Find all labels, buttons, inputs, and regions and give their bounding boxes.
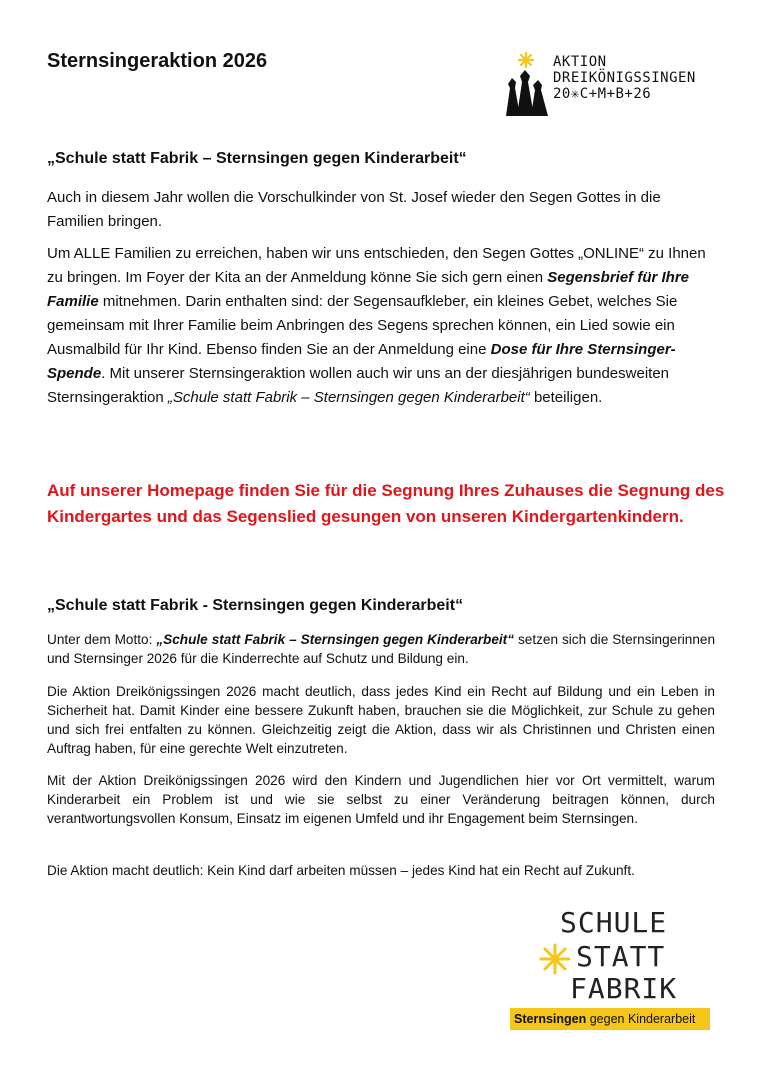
para2-text-c: mitnehmen. Darin enthalten sind: der Segensaufkleber, ein kleines Gebet, welches Sie gemeinsam mit Ihrer Familie beim Anbringen des Segens sprechen können, ein Lied sowie ein Ausmalbild für Ihr Kind. Ebenso finden Sie an der Anmeldung eine (47, 293, 678, 358)
motto-emphasis: „Schule statt Fabrik – Sternsingen gegen Kinderarbeit“ (156, 632, 515, 647)
homepage-notice: Auf unserer Homepage finden Sie für die Segnung Ihres Zuhauses die Segnung des Kindergartes und das Segenslied gesungen von unseren Kindergartenkindern. (47, 481, 725, 526)
logo-word-fabrik: FABRIK (570, 972, 678, 1005)
logo-line-3: 20✳C+M+B+26 (553, 86, 652, 102)
para2-emphasis-motto: „Schule statt Fabrik – Sternsingen gegen Kinderarbeit“ (167, 389, 530, 406)
three-kings-icon (502, 52, 550, 118)
para2-text-e: . Mit unserer Sternsingeraktion wollen auch wir uns an der diesjährigen bundesweiten Sternsingeraktion (47, 365, 670, 406)
logo-line-2: DREIKÖNIGSSINGEN (553, 70, 696, 86)
logo-banner (510, 1008, 710, 1030)
page-title: Sternsingeraktion 2026 (47, 50, 268, 72)
aktion-dreikoenigssingen-logo (500, 50, 715, 120)
para2-emphasis-segensbrief: Segensbrief für Ihre Familie (47, 269, 689, 310)
schule-statt-fabrik-logo (508, 904, 714, 1032)
section2-heading: „Schule statt Fabrik - Sternsingen gegen Kinderarbeit“ (47, 597, 464, 614)
para2-emphasis-dose: Dose für Ihre Sternsinger-Spende (47, 341, 676, 382)
star-icon (538, 942, 572, 976)
section1-paragraph-2 (47, 242, 715, 410)
banner-rest-text: gegen Kinderarbeit (586, 1012, 696, 1026)
section2-paragraph-3: Mit der Aktion Dreikönigssingen 2026 wird den Kindern und Jugendlichen hier vor Ort vermittelt, warum Kinderarbeit ein Problem ist und wie sie selbst zu einer Veränderung beitragen können, durch verantwortungsvollen Konsum, Einsatz im eigenen Umfeld und ihr Engagement beim Sternsingen. (47, 773, 715, 826)
section2-paragraph-2: Die Aktion Dreikönigssingen 2026 macht deutlich, dass jedes Kind ein Recht auf Bildung und ein Leben in Sicherheit hat. Damit Kinder eine bessere Zukunft haben, brauchen sie die Möglichkeit, zur Schule zu gehen und sich frei entfalten zu können. Gleichzeitig zeigt die Aktion, dass wir als Christinnen und Christen einen Auftrag haben, für eine gerechte Welt einzutreten. (47, 684, 715, 756)
logo-line-1: AKTION (553, 54, 607, 70)
banner-bold-text: Sternsingen (514, 1012, 587, 1026)
section2-paragraph-4: Die Aktion macht deutlich: Kein Kind darf arbeiten müssen – jedes Kind hat ein Recht auf Zukunft. (47, 863, 635, 878)
section1-heading: „Schule statt Fabrik – Sternsingen gegen Kinderarbeit“ (47, 150, 467, 167)
section2-paragraph-1 (47, 630, 715, 668)
motto-label: Unter dem Motto: (47, 632, 157, 647)
logo-word-statt: STATT (576, 940, 666, 973)
motto-text: setzen sich die Sternsingerinnen und Sternsinger 2026 für die Kinderrechte auf Schutz und Bildung ein. (47, 632, 716, 666)
para2-text-g: beteiligen. (529, 389, 603, 406)
section1-paragraph-1: Auch in diesem Jahr wollen die Vorschulkinder von St. Josef wieder den Segen Gottes in die Familien bringen. (47, 189, 661, 230)
logo-word-schule: SCHULE (560, 906, 668, 939)
para2-text-a: Um ALLE Familien zu erreichen, haben wir uns entschieden, den Segen Gottes „ONLINE“ zu Ihnen zu bringen. Im Foyer der Kita an der Anmeldung könne Sie sich gern einen (47, 245, 706, 286)
